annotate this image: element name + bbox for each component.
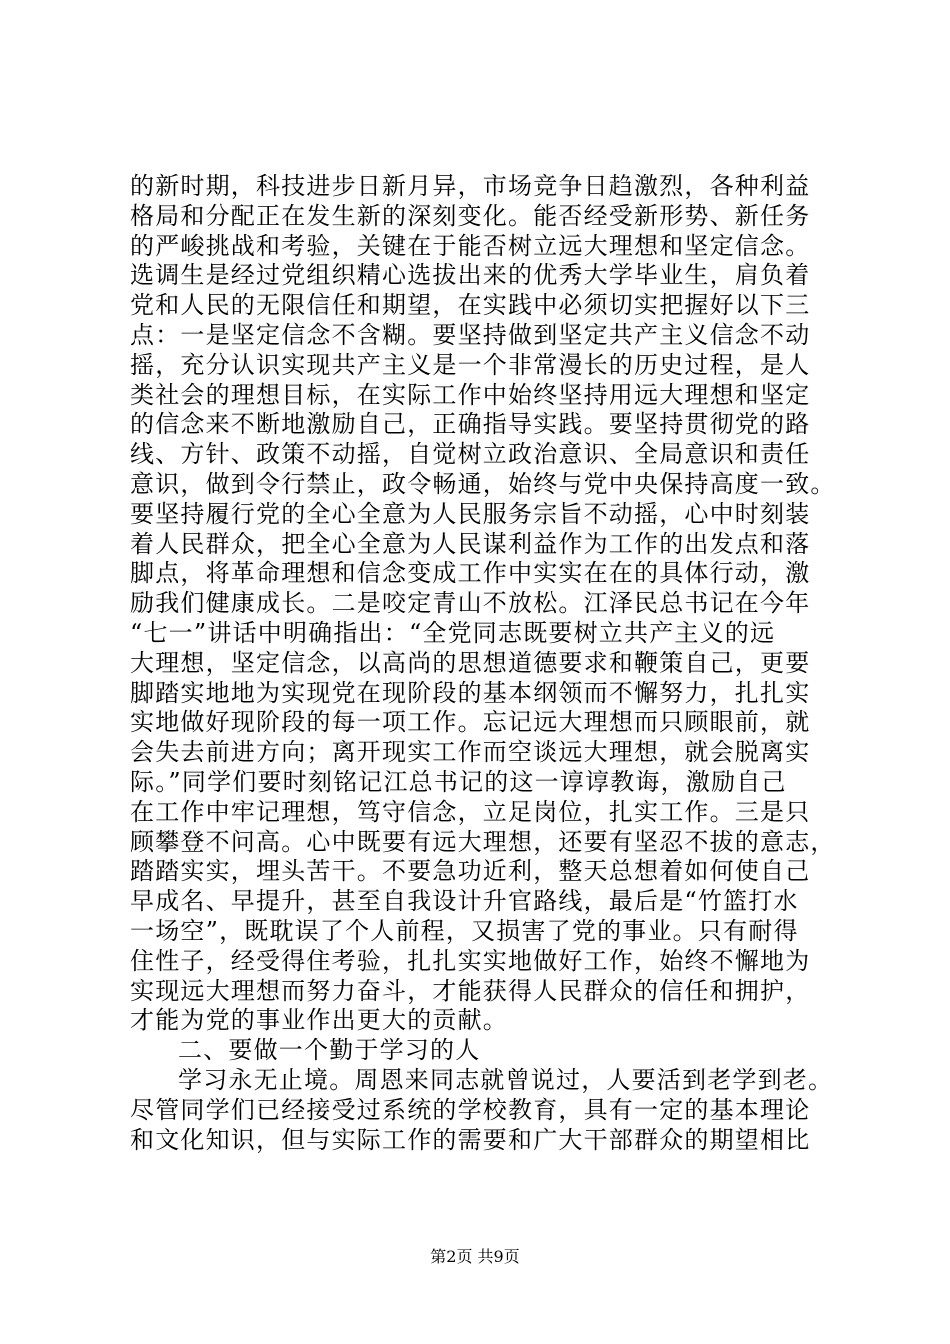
text-line: 党和人民的无限信任和期望，在实践中必须切实把握好以下三 [130, 291, 811, 320]
text-line: 意识，做到令行禁止，政令畅通，始终与党中央保持高度一致。 [130, 469, 836, 498]
text-line: 学习永无止境。周恩来同志就曾说过，人要活到老学到老。 [178, 1065, 834, 1094]
text-line: 选调生是经过党组织精心选拔出来的优秀大学毕业生，肩负着 [130, 261, 811, 290]
text-line: 的信念来不断地激励自己，正确指导实践。要坚持贯彻党的路 [130, 410, 811, 439]
text-line: 类社会的理想目标，在实际工作中始终坚持用远大理想和坚定 [130, 380, 811, 409]
text-line: 早成名、早提升，甚至自我设计升官路线，最后是“竹篮打水 [130, 887, 799, 916]
text-line: 格局和分配正在发生新的深刻变化。能否经受新形势、新任务 [130, 201, 811, 230]
text-line: 线、方针、政策不动摇，自觉树立政治意识、全局意识和责任 [130, 440, 811, 469]
text-line: 顾攀登不问高。心中既要有远大理想，还要有坚忍不拔的意志， [130, 827, 836, 856]
text-line: 踏踏实实，埋头苦干。不要急功近利，整天总想着如何使自己 [130, 857, 811, 886]
text-line: 摇，充分认识实现共产主义是一个非常漫长的历史过程，是人 [130, 350, 811, 379]
text-line: 励我们健康成长。二是咬定青山不放松。江泽民总书记在今年 [130, 589, 811, 618]
text-line: 会失去前进方向；离开现实工作而空谈远大理想，就会脱离实 [130, 738, 811, 767]
text-line: 着人民群众，把全心全意为人民谋利益作为工作的出发点和落 [130, 529, 811, 558]
section-heading: 二、要做一个勤于学习的人 [178, 1036, 481, 1065]
text-line: 脚踏实地地为实现党在现阶段的基本纲领而不懈努力，扎扎实 [130, 678, 811, 707]
text-line: 和文化知识，但与实际工作的需要和广大干部群众的期望相比 [130, 1125, 811, 1154]
text-line: 尽管同学们已经接受过系统的学校教育，具有一定的基本理论 [130, 1095, 811, 1124]
text-line: 实现远大理想而努力奋斗，才能获得人民群众的信任和拥护， [130, 976, 811, 1005]
text-line: 大理想，坚定信念，以高尚的思想道德要求和鞭策自己，更要 [130, 648, 811, 677]
text-line: “七一”讲话中明确指出：“全党同志既要树立共产主义的远 [130, 618, 776, 647]
text-line: 要坚持履行党的全心全意为人民服务宗旨不动摇，心中时刻装 [130, 499, 811, 528]
text-line: 在工作中牢记理想，笃守信念，立足岗位，扎实工作。三是只 [130, 797, 811, 826]
text-line: 脚点，将革命理想和信念变成工作中实实在在的具体行动，激 [130, 559, 811, 588]
text-line: 住性子，经受得住考验，扎扎实实地做好工作，始终不懈地为 [130, 946, 811, 975]
text-line: 的新时期，科技进步日新月异，市场竞争日趋激烈，各种利益 [130, 172, 811, 200]
text-line: 际。”同学们要时刻铭记江总书记的这一谆谆教诲，激励自己 [130, 767, 787, 796]
body-text [130, 172, 836, 1155]
page-number-label: 第2页 共9页 [430, 1247, 520, 1266]
text-line: 点：一是坚定信念不含糊。要坚持做到坚定共产主义信念不动 [130, 320, 811, 349]
text-line: 实地做好现阶段的每一项工作。忘记远大理想而只顾眼前，就 [130, 708, 811, 737]
text-line: 一场空”，既耽误了个人前程，又损害了党的事业。只有耐得 [130, 916, 799, 945]
page-footer [0, 1247, 950, 1267]
text-line: 才能为党的事业作出更大的贡献。 [130, 1006, 508, 1035]
text-line: 的严峻挑战和考验，关键在于能否树立远大理想和坚定信念。 [130, 231, 811, 260]
